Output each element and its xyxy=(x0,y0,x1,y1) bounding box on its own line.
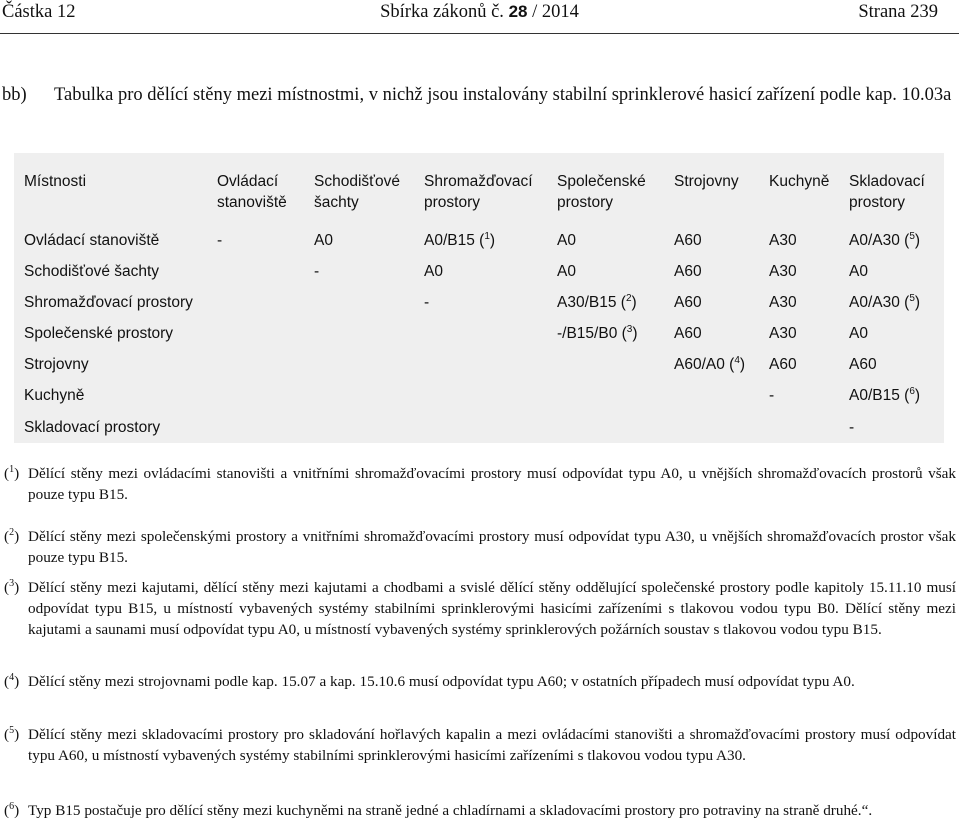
column-header xyxy=(24,171,86,192)
column-header xyxy=(424,171,533,213)
column-header-line: Místnosti xyxy=(24,173,87,190)
footnote-number: ($^5$) xyxy=(4,724,20,743)
table-cell xyxy=(217,230,222,251)
cell-value: - xyxy=(217,232,223,249)
cell-value-tail: ) xyxy=(631,294,637,311)
footnote-number: ($^6$) xyxy=(4,800,20,819)
column-header xyxy=(674,171,739,192)
column-header-line: Skladovací xyxy=(849,173,925,190)
footnote-ref: 6 xyxy=(909,385,915,397)
table-cell xyxy=(769,385,774,406)
cell-value: - xyxy=(424,294,430,311)
footnote-number: ($^1$) xyxy=(4,463,20,482)
column-header-line: Ovládací xyxy=(217,173,279,190)
table-cell xyxy=(769,230,797,251)
row-label: Kuchyně xyxy=(24,387,85,404)
cell-value: - xyxy=(769,387,775,404)
cell-value: A60 xyxy=(674,325,702,342)
table-cell xyxy=(674,323,702,344)
row-label: Skladovací prostory xyxy=(24,419,161,436)
cell-value: -/B15/B0 ( xyxy=(557,325,627,342)
table-cell xyxy=(557,323,638,344)
cell-value: A0 xyxy=(557,232,576,249)
footnote-text: Dělící stěny mezi strojovnami podle kap. 15.07 a kap. 15.10.6 musí odpovídat typu A60; v ostatních případech musí odpovídat typu A0. xyxy=(28,673,855,690)
footnote xyxy=(4,800,956,821)
footnote xyxy=(4,526,956,568)
table-cell xyxy=(849,354,877,375)
cell-value: A60/A0 ( xyxy=(674,356,735,373)
row-label: Ovládací stanoviště xyxy=(24,232,160,249)
cell-value: A60 xyxy=(674,263,702,280)
cell-value: - xyxy=(314,263,320,280)
column-header xyxy=(217,171,287,213)
column-header xyxy=(769,171,829,192)
table-cell xyxy=(849,323,868,344)
footnote-number-value: 1 xyxy=(9,463,15,475)
footnote-number-value: 6 xyxy=(9,800,15,812)
column-header-line: stanoviště xyxy=(217,194,287,211)
cell-value-tail: ) xyxy=(489,232,496,249)
table-cell xyxy=(674,261,702,282)
row-label: Shromažďovací prostory xyxy=(24,294,193,311)
cell-value-tail: ) xyxy=(914,294,921,311)
footnote xyxy=(4,463,956,505)
header-center-prefix: Sbírka zákonů č. xyxy=(380,2,504,22)
intro-label: bb) xyxy=(2,85,27,105)
table-cell xyxy=(769,261,797,282)
table-cell xyxy=(849,292,920,313)
table-cell xyxy=(314,261,319,282)
footnote-number: ($^4$) xyxy=(4,671,20,690)
header-center xyxy=(0,2,959,23)
cell-value: A0/A30 ( xyxy=(849,232,910,249)
page-header xyxy=(0,2,959,26)
cell-value: A0/B15 ( xyxy=(849,387,910,404)
column-header xyxy=(314,171,400,213)
column-header xyxy=(849,171,925,213)
cell-value-tail: ) xyxy=(914,387,921,404)
footnote-text: Dělící stěny mezi společenskými prostory a vnitřními shromažďovacími prostory musí odpovídat typu A30, u vnějších shromažďovacích prostor však pouze typu B15. xyxy=(28,528,956,566)
table-cell xyxy=(849,261,868,282)
cell-value: A30 xyxy=(769,263,797,280)
cell-value: A0 xyxy=(849,325,868,342)
table-cell xyxy=(557,292,637,313)
table-cell xyxy=(674,354,745,375)
footnote xyxy=(4,577,956,640)
row-label: Schodišťové šachty xyxy=(24,263,160,280)
footnote-ref: 2 xyxy=(625,292,632,304)
header-center-number: 28 xyxy=(508,2,528,21)
cell-value: A60 xyxy=(674,294,702,311)
footnote-text: Dělící stěny mezi kajutami, dělící stěny mezi kajutami a chodbami a svislé dělící stěny oddělující společenské prostory podle kapitoly 15.11.10 musí odpovídat typu B15, u místností vybavených systémy stabilními sprinklerovými hasicími zařízeními s tlakovou vodou typu B0. Dělící stěny mezi kajutami a saunami musí odpovídat typu A0, u místností vybavených systémy sprinklerových požárních soustav s tlakovou vodou typu B15. xyxy=(28,579,956,638)
header-left: Částka 12 xyxy=(2,2,76,22)
column-header-line: Společenské xyxy=(557,173,646,190)
footnote-text: Dělící stěny mezi skladovacími prostory pro skladování hořlavých kapalin a mezi ovládacími stanovišti a shromažďovacími prostory musí odpovídat typu A60, u místností vybavených systémy stabilními sprinklerovými hasicími zařízeními s tlakovou vodou typu A30. xyxy=(28,726,956,764)
cell-value: A30 xyxy=(769,294,797,311)
column-header xyxy=(557,171,646,213)
fire-division-table xyxy=(14,153,944,443)
cell-value: A0/A30 ( xyxy=(849,294,910,311)
cell-value: A60 xyxy=(674,232,702,249)
cell-value: A0 xyxy=(849,263,868,280)
cell-value: A30 xyxy=(769,325,797,342)
footnote-number-value: 4 xyxy=(9,671,15,683)
footnote-ref: 4 xyxy=(734,354,740,366)
cell-value: - xyxy=(849,419,855,436)
footnote-ref: 3 xyxy=(626,323,633,335)
table-cell xyxy=(769,354,797,375)
table-cell xyxy=(424,230,495,251)
footnote-number: ($^2$) xyxy=(4,526,20,545)
header-right: Strana 239 xyxy=(858,2,938,22)
column-header-line: Shromažďovací xyxy=(424,173,533,190)
row-label: Společenské prostory xyxy=(24,325,174,342)
footnote-ref: 1 xyxy=(484,230,490,242)
cell-value: A30/B15 ( xyxy=(557,294,626,311)
footnote-text: Dělící stěny mezi ovládacími stanovišti a vnitřními shromažďovacími prostory musí odpovídat typu A0, u vnějších shromažďovacích prostorů však pouze typu B15. xyxy=(28,465,956,503)
cell-value-tail: ) xyxy=(632,325,638,342)
table-cell xyxy=(557,230,576,251)
footnote-number: ($^3$) xyxy=(4,577,20,596)
row-label: Strojovny xyxy=(24,356,89,373)
footnote-ref: 5 xyxy=(909,230,915,242)
footnote-ref: 5 xyxy=(909,292,915,304)
table-cell xyxy=(424,292,429,313)
column-header-line: Schodišťové xyxy=(314,173,400,190)
footnote-number-value: 3 xyxy=(9,577,15,589)
table-cell xyxy=(849,230,920,251)
column-header-line: prostory xyxy=(557,194,613,211)
cell-value: A60 xyxy=(769,356,797,373)
cell-value: A0 xyxy=(557,263,576,280)
column-header-line: prostory xyxy=(849,194,905,211)
column-header-line: Kuchyně xyxy=(769,173,830,190)
intro-text: Tabulka pro dělící stěny mezi místnostmi, v nichž jsou instalovány stabilní sprinklerové hasicí zařízení podle kap. 10.03a xyxy=(54,85,952,105)
footnote-number-value: 5 xyxy=(9,724,15,736)
table-cell xyxy=(674,230,702,251)
cell-value: A30 xyxy=(769,232,797,249)
table-cell xyxy=(557,261,576,282)
table-cell xyxy=(849,417,854,438)
cell-value-tail: ) xyxy=(739,356,746,373)
footnote xyxy=(4,671,956,692)
cell-value-tail: ) xyxy=(914,232,921,249)
table-cell xyxy=(769,292,797,313)
footnote-text: Typ B15 postačuje pro dělící stěny mezi kuchyněmi na straně jedné a chladírnami a skladovacími prostory pro potraviny na straně druhé.“. xyxy=(28,802,873,819)
column-header-line: prostory xyxy=(424,194,480,211)
table-cell xyxy=(769,323,797,344)
cell-value: A0 xyxy=(314,232,333,249)
footnote xyxy=(4,724,956,766)
column-header-line: Strojovny xyxy=(674,173,739,190)
header-center-suffix: / 2014 xyxy=(532,2,579,22)
cell-value: A0/B15 ( xyxy=(424,232,485,249)
table-cell xyxy=(314,230,333,251)
table-cell xyxy=(424,261,443,282)
column-header-line: šachty xyxy=(314,194,359,211)
header-divider xyxy=(0,33,959,34)
table-cell xyxy=(849,385,920,406)
intro-paragraph xyxy=(2,85,957,106)
footnote-number-value: 2 xyxy=(9,526,15,538)
cell-value: A0 xyxy=(424,263,443,280)
cell-value: A60 xyxy=(849,356,877,373)
table-cell xyxy=(674,292,702,313)
